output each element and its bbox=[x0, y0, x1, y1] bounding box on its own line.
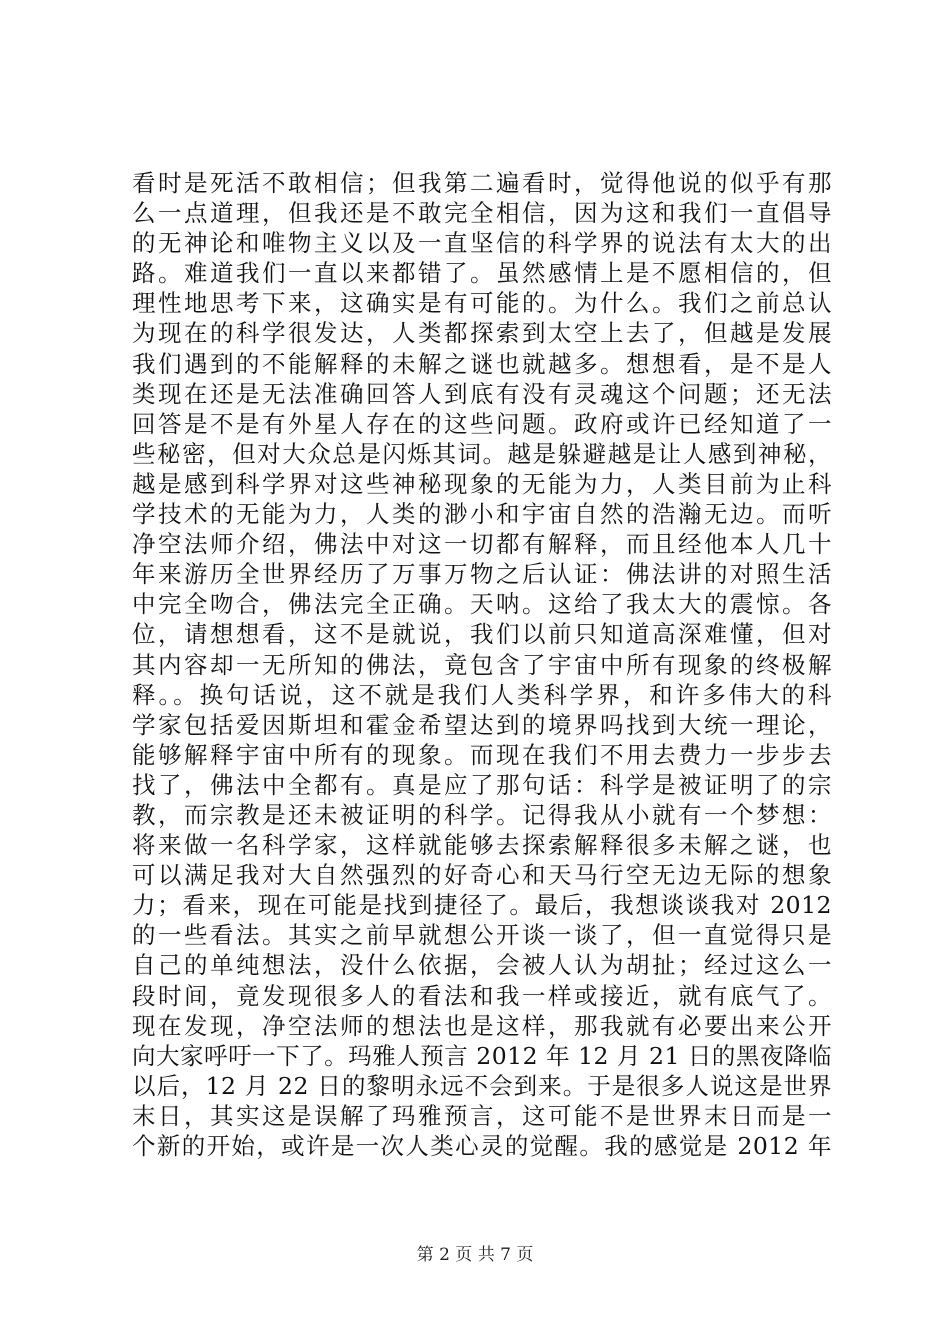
text-line: 能够解释宇宙中所有的现象。而现在我们不用去费力一步步去 bbox=[132, 740, 832, 769]
text-line: 其内容却一无所知的佛法，竟包含了宇宙中所有现象的终极解 bbox=[132, 650, 832, 679]
text-line: 看时是死活不敢相信；但我第二遍看时，觉得他说的似乎有那 bbox=[132, 169, 832, 197]
text-line: 向大家呼吁一下了。玛雅人预言 2012 年 12 月 21 日的黑夜降临 bbox=[132, 1041, 832, 1070]
text-line: 现在发现，净空法师的想法也是这样，那我就有必要出来公开 bbox=[132, 1011, 832, 1040]
text-line: 将来做一名科学家，这样就能够去探索解释很多未解之谜，也 bbox=[132, 831, 832, 860]
body-text bbox=[132, 168, 832, 1161]
text-line: 的一些看法。其实之前早就想公开谈一谈了，但一直觉得只是 bbox=[132, 921, 832, 950]
text-line: 年来游历全世界经历了万事万物之后认证：佛法讲的对照生活 bbox=[132, 560, 832, 589]
text-line: 释。。换句话说，这不就是我们人类科学界，和许多伟大的科 bbox=[132, 680, 832, 709]
text-line: 回答是不是有外星人存在的这些问题。政府或许已经知道了一 bbox=[132, 409, 832, 438]
text-line: 力；看来，现在可能是找到捷径了。最后，我想谈谈我对 2012 bbox=[132, 891, 832, 920]
text-line: 段时间，竟发现很多人的看法和我一样或接近，就有底气了。 bbox=[132, 981, 832, 1010]
page-number-footer: 第 2 页 共 7 页 bbox=[416, 1245, 534, 1265]
text-line: 以后，12 月 22 日的黎明永远不会到来。于是很多人说这是世界 bbox=[132, 1071, 832, 1100]
text-line: 末日，其实这是误解了玛雅预言，这可能不是世界末日而是一 bbox=[132, 1101, 832, 1130]
text-line: 找了，佛法中全都有。真是应了那句话：科学是被证明了的宗 bbox=[132, 770, 832, 799]
text-line: 中完全吻合，佛法完全正确。天呐。这给了我太大的震惊。各 bbox=[132, 590, 832, 619]
text-line: 个新的开始，或许是一次人类心灵的觉醒。我的感觉是 2012 年 bbox=[132, 1132, 832, 1160]
text-line: 位，请想想看，这不是就说，我们以前只知道高深难懂，但对 bbox=[132, 620, 832, 649]
text-line: 学技术的无能为力，人类的渺小和宇宙自然的浩瀚无边。而听 bbox=[132, 500, 832, 529]
text-line: 路。难道我们一直以来都错了。虽然感情上是不愿相信的，但 bbox=[132, 259, 832, 288]
text-line: 么一点道理，但我还是不敢完全相信，因为这和我们一直倡导 bbox=[132, 199, 832, 228]
text-line: 净空法师介绍，佛法中对这一切都有解释，而且经他本人几十 bbox=[132, 530, 832, 559]
text-line: 越是感到科学界对这些神秘现象的无能为力，人类目前为止科 bbox=[132, 469, 832, 498]
text-line: 自己的单纯想法，没什么依据，会被人认为胡扯；经过这么一 bbox=[132, 951, 832, 980]
text-line: 可以满足我对大自然强烈的好奇心和天马行空无边无际的想象 bbox=[132, 861, 832, 890]
text-line: 学家包括爱因斯坦和霍金希望达到的境界吗找到大统一理论， bbox=[132, 710, 832, 739]
text-line: 教，而宗教是还未被证明的科学。记得我从小就有一个梦想： bbox=[132, 800, 832, 829]
text-line: 的无神论和唯物主义以及一直坚信的科学界的说法有太大的出 bbox=[132, 229, 832, 258]
text-line: 理性地思考下来，这确实是有可能的。为什么。我们之前总认 bbox=[132, 289, 832, 318]
text-line: 些秘密，但对大众总是闪烁其词。越是躲避越是让人感到神秘， bbox=[132, 439, 832, 468]
text-line: 我们遇到的不能解释的未解之谜也就越多。想想看，是不是人 bbox=[132, 349, 832, 378]
text-line: 类现在还是无法准确回答人到底有没有灵魂这个问题；还无法 bbox=[132, 379, 832, 408]
text-line: 为现在的科学很发达，人类都探索到太空上去了，但越是发展 bbox=[132, 319, 832, 348]
